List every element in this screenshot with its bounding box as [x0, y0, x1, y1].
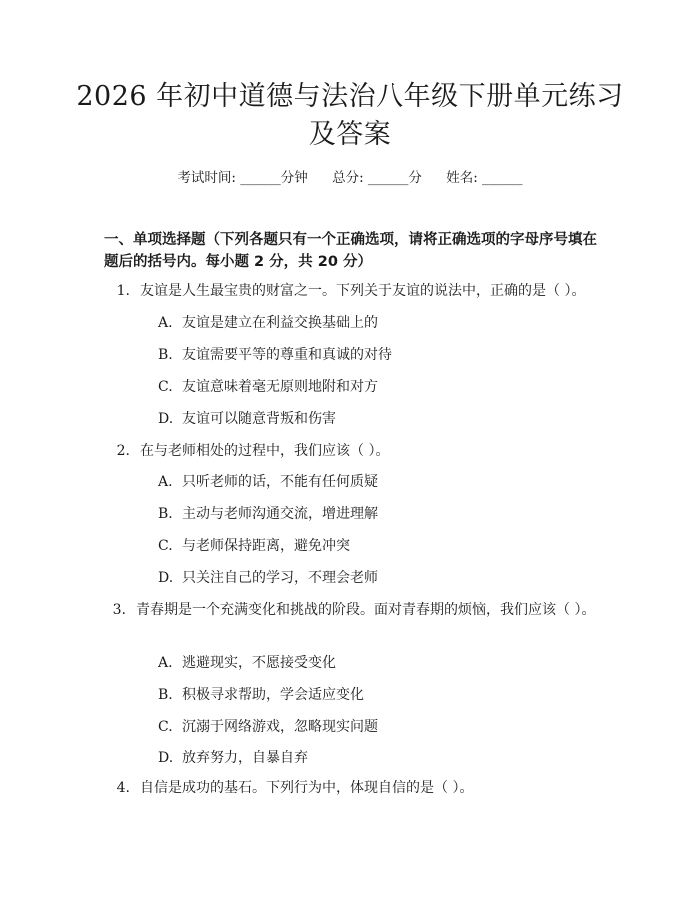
- section-heading-single-choice: 一、单项选择题（下列各题只有一个正确选项，请将正确选项的字母序号填在题后的括号内。每小题 2 分，共 20 分）: [104, 232, 597, 270]
- option-2c: [158, 536, 598, 556]
- question-1: [104, 280, 604, 302]
- question-number: 2.: [116, 443, 130, 459]
- option-letter: A.: [158, 655, 173, 671]
- option-1b: [158, 345, 598, 365]
- option-1c: [158, 377, 598, 397]
- option-letter: B.: [158, 347, 173, 363]
- option-2a: [158, 472, 598, 492]
- question-2: [104, 440, 604, 462]
- option-1a: [158, 313, 598, 333]
- option-letter: C.: [158, 379, 173, 395]
- total-score-field: 总分: ______分: [332, 170, 422, 186]
- option-text: 主动与老师沟通交流，增进理解: [182, 506, 378, 522]
- option-letter: D.: [158, 411, 174, 427]
- option-text: 友谊是建立在利益交换基础上的: [182, 315, 378, 331]
- title-line-2: 及答案: [308, 119, 392, 150]
- question-4: [104, 777, 604, 799]
- option-text: 逃避现实，不愿接受变化: [182, 655, 336, 671]
- question-text: 青春期是一个充满变化和挑战的阶段。面对青春期的烦恼，我们应该（ ）。: [136, 602, 596, 618]
- option-text: 友谊需要平等的尊重和真诚的对待: [182, 347, 392, 363]
- option-text: 只听老师的话，不能有任何质疑: [182, 474, 378, 490]
- option-text: 放弃努力，自暴自弃: [182, 750, 308, 766]
- option-text: 与老师保持距离，避免冲突: [182, 538, 350, 554]
- option-text: 友谊意味着毫无原则地附和对方: [182, 379, 378, 395]
- exam-info-row: [0, 168, 700, 188]
- document-title: [0, 78, 700, 154]
- option-letter: C.: [158, 719, 173, 735]
- question-number: 4.: [116, 780, 130, 796]
- option-3c: [158, 717, 598, 737]
- option-text: 积极寻求帮助，学会适应变化: [182, 687, 364, 703]
- option-letter: A.: [158, 474, 173, 490]
- option-text: 沉溺于网络游戏，忽略现实问题: [182, 719, 378, 735]
- student-name-field: 姓名: ______: [446, 170, 523, 186]
- question-3: [104, 599, 604, 621]
- question-text: 自信是成功的基石。下列行为中，体现自信的是（ ）。: [140, 780, 474, 796]
- title-line-1: 2026 年初中道德与法治八年级下册单元练习: [76, 81, 624, 112]
- option-letter: D.: [158, 570, 174, 586]
- option-letter: B.: [158, 506, 173, 522]
- option-letter: A.: [158, 315, 173, 331]
- option-2b: [158, 504, 598, 524]
- question-number: 3.: [112, 602, 126, 618]
- option-letter: C.: [158, 538, 173, 554]
- question-number: 1.: [116, 283, 130, 299]
- option-letter: D.: [158, 750, 174, 766]
- question-text: 友谊是人生最宝贵的财富之一。下列关于友谊的说法中，正确的是（ ）。: [140, 283, 586, 299]
- option-text: 友谊可以随意背叛和伤害: [182, 411, 336, 427]
- option-3b: [158, 685, 598, 705]
- exam-time-field: 考试时间: ______分钟: [177, 170, 308, 186]
- option-2d: [158, 568, 598, 588]
- option-3a: [158, 653, 598, 673]
- option-letter: B.: [158, 687, 173, 703]
- option-3d: [158, 748, 598, 768]
- question-text: 在与老师相处的过程中，我们应该（ ）。: [140, 443, 390, 459]
- option-text: 只关注自己的学习，不理会老师: [182, 570, 378, 586]
- option-1d: [158, 409, 598, 429]
